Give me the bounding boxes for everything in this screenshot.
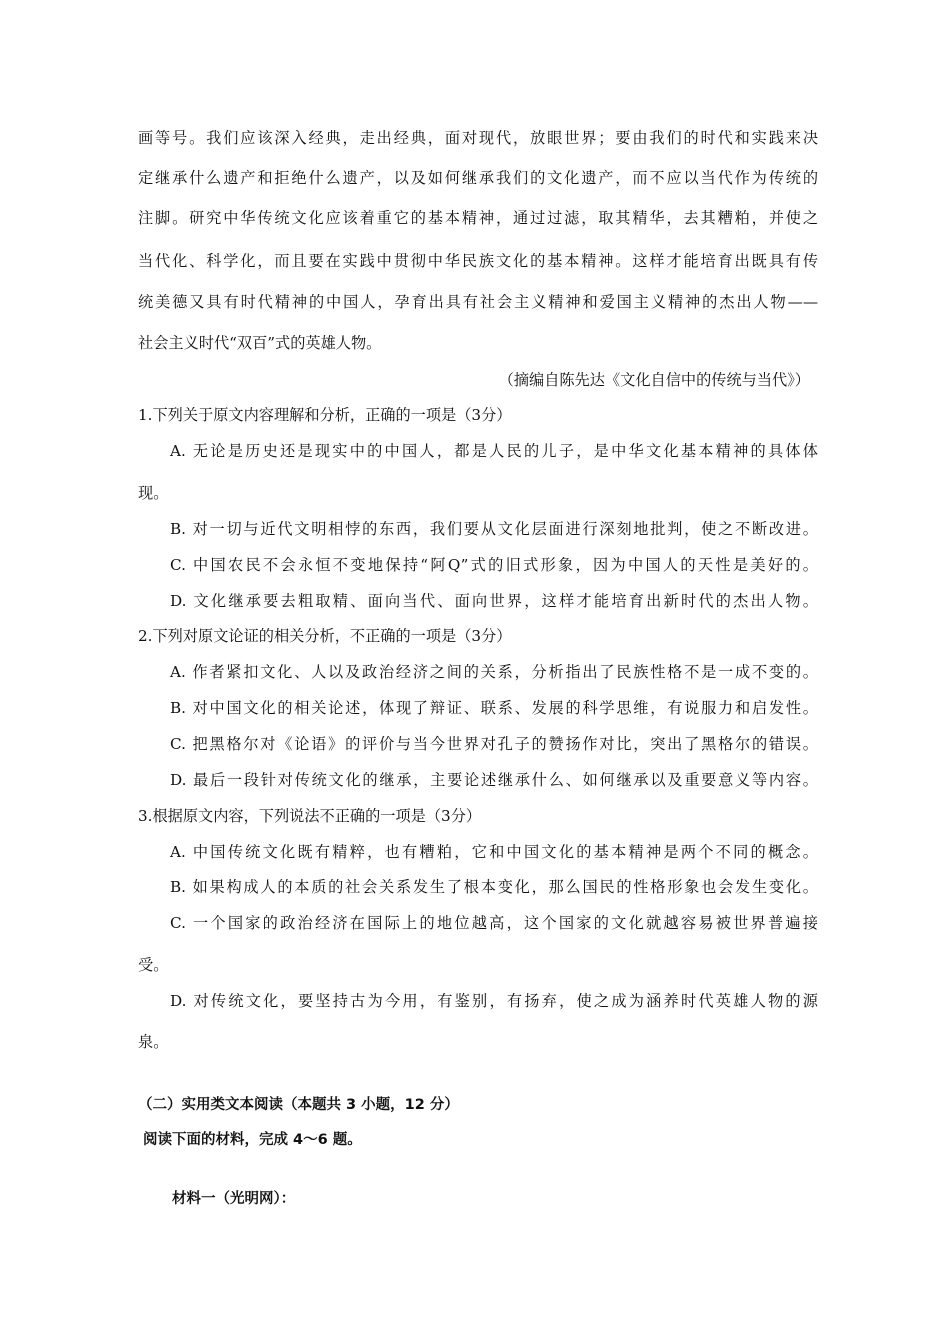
question-3-option-d-cont: 泉。 bbox=[138, 1033, 169, 1051]
question-1-option-a-cont: 现。 bbox=[138, 484, 169, 502]
question-1-option-c: C. 中国农民不会永恒不变地保持“阿Q”式的旧式形象，因为中国人的天性是美好的。 bbox=[170, 556, 818, 574]
passage-line-4: 当代化、科学化，而且要在实践中贯彻中华民族文化的基本精神。这样才能培育出既具有传 bbox=[138, 252, 818, 270]
question-2-option-d: D. 最后一段针对传统文化的继承，主要论述继承什么、如何继承以及重要意义等内容。 bbox=[170, 771, 818, 789]
passage-line-6: 社会主义时代“双百”式的英雄人物。 bbox=[138, 334, 382, 352]
question-1-option-d: D. 文化继承要去粗取精、面向当代、面向世界，这样才能培育出新时代的杰出人物。 bbox=[170, 592, 818, 610]
section-instruction: 阅读下面的材料，完成 4～6 题。 bbox=[143, 1132, 362, 1148]
passage-line-2: 定继承什么遗产和拒绝什么遗产，以及如何继承我们的文化遗产，而不应以当代作为传统的 bbox=[138, 169, 818, 187]
question-2-stem: 2.下列对原文论证的相关分析，不正确的一项是（3分） bbox=[138, 627, 512, 645]
question-2-option-a: A. 作者紧扣文化、人以及政治经济之间的关系，分析指出了民族性格不是一成不变的。 bbox=[170, 663, 818, 681]
question-1-stem: 1.下列关于原文内容理解和分析，正确的一项是（3分） bbox=[138, 406, 512, 424]
section-heading: （二）实用类文本阅读（本题共 3 小题，12 分） bbox=[138, 1097, 459, 1113]
question-1-option-a: A. 无论是历史还是现实中的中国人，都是人民的儿子，是中华文化基本精神的具体体 bbox=[170, 442, 818, 460]
question-3-option-b: B. 如果构成人的本质的社会关系发生了根本变化，那么国民的性格形象也会发生变化。 bbox=[170, 878, 818, 896]
question-2-option-c: C. 把黑格尔对《论语》的评价与当今世界对孔子的赞扬作对比，突出了黑格尔的错误。 bbox=[170, 735, 818, 753]
passage-line-3: 注脚。研究中华传统文化应该着重它的基本精神，通过过滤，取其精华，去其糟粕，并使之 bbox=[138, 209, 818, 227]
material-title: 材料一（光明网）： bbox=[172, 1191, 296, 1207]
question-3-option-c: C. 一个国家的政治经济在国际上的地位越高，这个国家的文化就越容易被世界普遍接 bbox=[170, 914, 818, 932]
passage-line-1: 画等号。我们应该深入经典，走出经典，面对现代，放眼世界；要由我们的时代和实践来决 bbox=[138, 129, 818, 147]
question-3-option-c-cont: 受。 bbox=[138, 956, 169, 974]
question-3-option-a: A. 中国传统文化既有精粹，也有糟粕，它和中国文化的基本精神是两个不同的概念。 bbox=[170, 843, 818, 861]
passage-line-5: 统美德又具有时代精神的中国人，孕育出具有社会主义精神和爱国主义精神的杰出人物—— bbox=[138, 293, 818, 311]
passage-source: （摘编自陈先达《文化自信中的传统与当代》） bbox=[498, 371, 810, 389]
question-1-option-b: B. 对一切与近代文明相悖的东西，我们要从文化层面进行深刻地批判，使之不断改进。 bbox=[170, 520, 818, 538]
question-2-option-b: B. 对中国文化的相关论述，体现了辩证、联系、发展的科学思维，有说服力和启发性。 bbox=[170, 699, 818, 717]
question-3-option-d: D. 对传统文化，要坚持古为今用，有鉴别，有扬弃，使之成为涵养时代英雄人物的源 bbox=[170, 992, 818, 1010]
question-3-stem: 3.根据原文内容，下列说法不正确的一项是（3分） bbox=[138, 807, 482, 825]
